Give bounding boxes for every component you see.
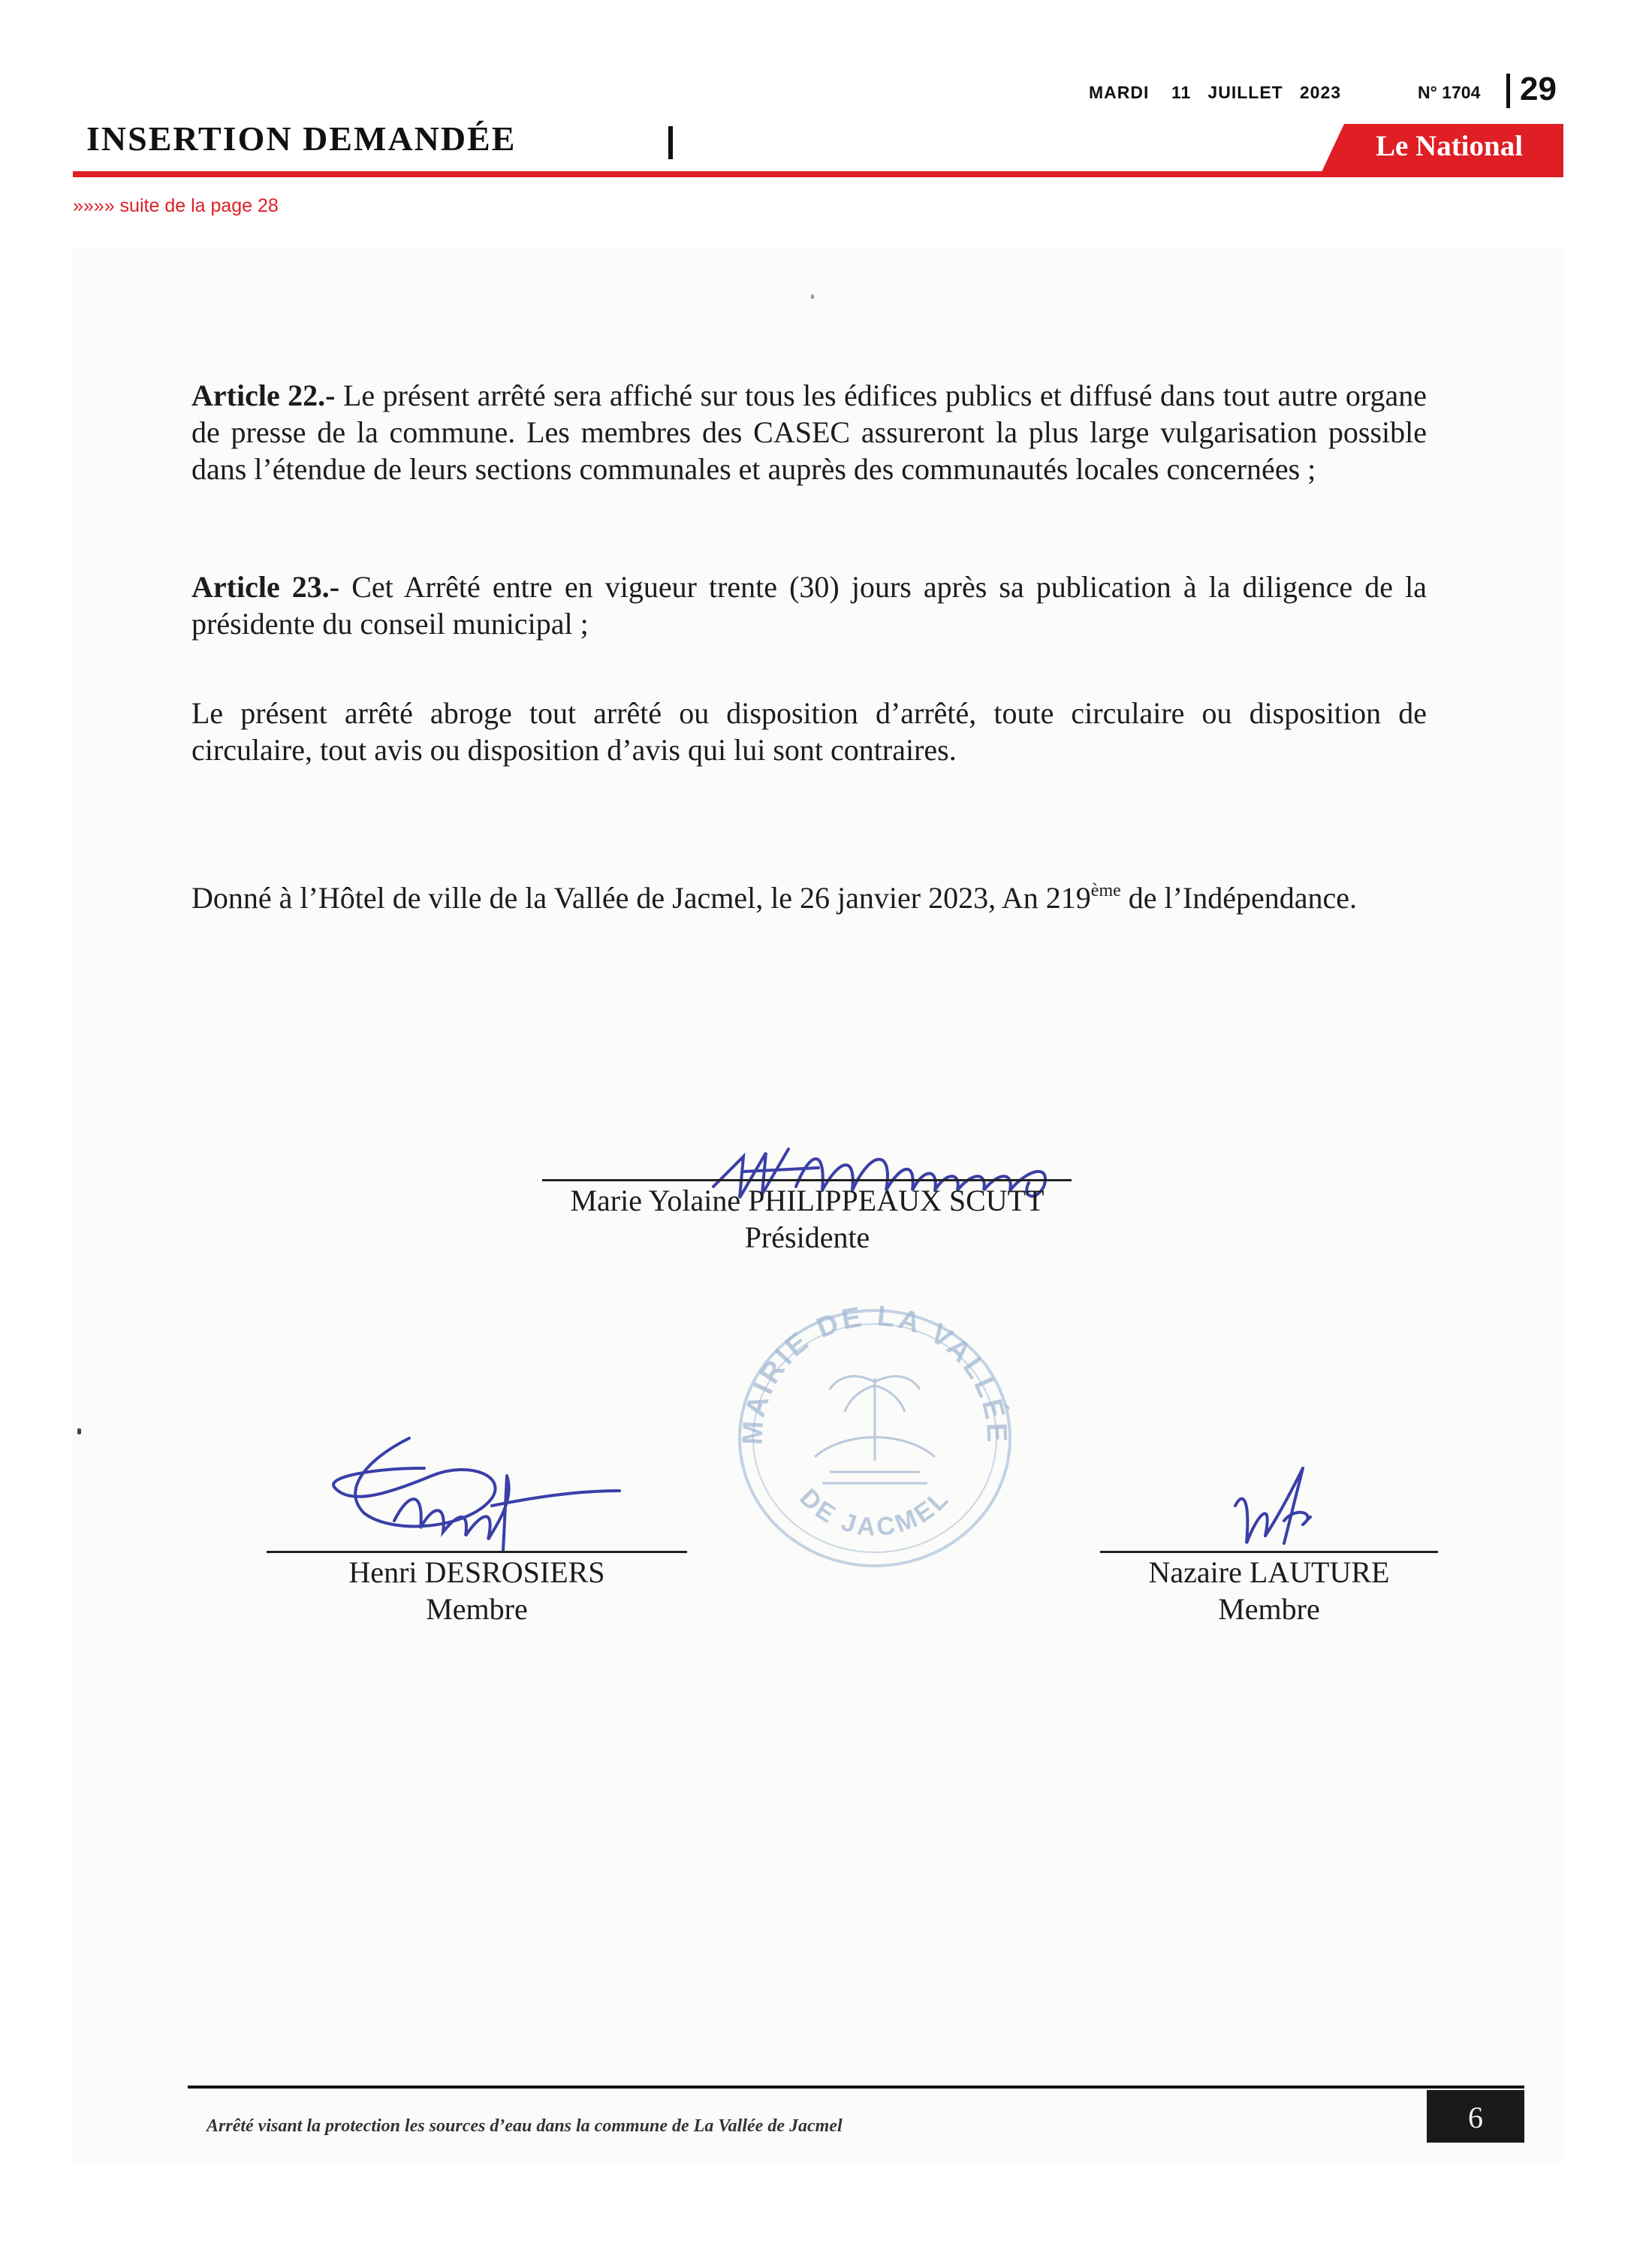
issue-number: N° 1704 bbox=[1418, 83, 1481, 102]
document-page-number: 6 bbox=[1468, 2101, 1483, 2134]
document-footer-rule bbox=[188, 2086, 1524, 2089]
lauture-role: Membre bbox=[1218, 1592, 1320, 1626]
header-divider bbox=[1506, 74, 1510, 108]
scan-speck bbox=[77, 1428, 81, 1434]
continued-from-link[interactable]: »»»» suite de la page 28 bbox=[73, 195, 279, 216]
president-signature-line bbox=[542, 1179, 1072, 1181]
svg-text:DE JACMEL bbox=[794, 1483, 955, 1542]
issue-date: MARDI 11 JUILLET 2023 bbox=[1089, 83, 1342, 102]
given-at-text-after: de l’Indépendance. bbox=[1120, 881, 1358, 915]
seal-top-text: MAIRIE DE LA VALLÉE bbox=[737, 1300, 1013, 1446]
president-name: Marie Yolaine PHILIPPEAUX SCUTT bbox=[570, 1184, 1045, 1217]
article-22-text: Le présent arrêté sera affiché sur tous les édifices publics et diffusé dans tout autre organe de presse de la commune. Les membres des CASEC assureront la plus large vulgarisation possible dans l’étendue de leurs sections communales et auprès des communautés locales concernées ; bbox=[191, 379, 1427, 486]
desrosiers-name: Henri DESROSIERS bbox=[348, 1555, 605, 1589]
article-23-text: Cet Arrêté entre en vigueur trente (30) jours après sa publication à la diligence de la présidente du conseil municipal ; bbox=[191, 570, 1427, 641]
article-22 bbox=[191, 377, 1427, 487]
given-at-text: Donné à l’Hôtel de ville de la Vallée de Jacmel, le 26 janvier 2023, An 219 bbox=[191, 881, 1091, 915]
official-seal bbox=[717, 1295, 1032, 1573]
lauture-name: Nazaire LAUTURE bbox=[1148, 1555, 1390, 1589]
desrosiers-role: Membre bbox=[426, 1592, 528, 1626]
member-signature-lauture bbox=[1213, 1461, 1333, 1558]
seal-emblem-icon bbox=[815, 1377, 935, 1483]
article-23 bbox=[191, 569, 1427, 642]
abrogation-clause: Le présent arrêté abroge tout arrêté ou disposition d’arrêté, toute circulaire ou disposition de circulaire, tout avis ou disposition d’avis qui lui sont contraires. bbox=[191, 696, 1427, 767]
header-rule bbox=[73, 171, 1563, 177]
section-title: INSERTION DEMANDÉE bbox=[86, 119, 517, 158]
given-at-clause bbox=[191, 873, 1427, 916]
document-footer-title: Arrêté visant la protection les sources d’eau dans la commune de La Vallée de Jacmel bbox=[206, 2116, 843, 2136]
member-signature-desrosiers bbox=[319, 1431, 635, 1558]
scan-speck bbox=[811, 294, 814, 299]
article-22-label: Article 22.- bbox=[191, 379, 336, 412]
given-at-superscript: ème bbox=[1090, 881, 1121, 900]
newspaper-name: Le National bbox=[1375, 130, 1524, 162]
page-number: 29 bbox=[1520, 71, 1557, 107]
desrosiers-signature-line bbox=[267, 1551, 687, 1553]
title-bar-mark bbox=[668, 126, 673, 159]
seal-bottom-text: DE JACMEL bbox=[794, 1482, 956, 1543]
article-23-label: Article 23.- bbox=[191, 570, 340, 604]
president-role: Présidente bbox=[744, 1220, 870, 1254]
lauture-signature-line bbox=[1100, 1551, 1438, 1553]
